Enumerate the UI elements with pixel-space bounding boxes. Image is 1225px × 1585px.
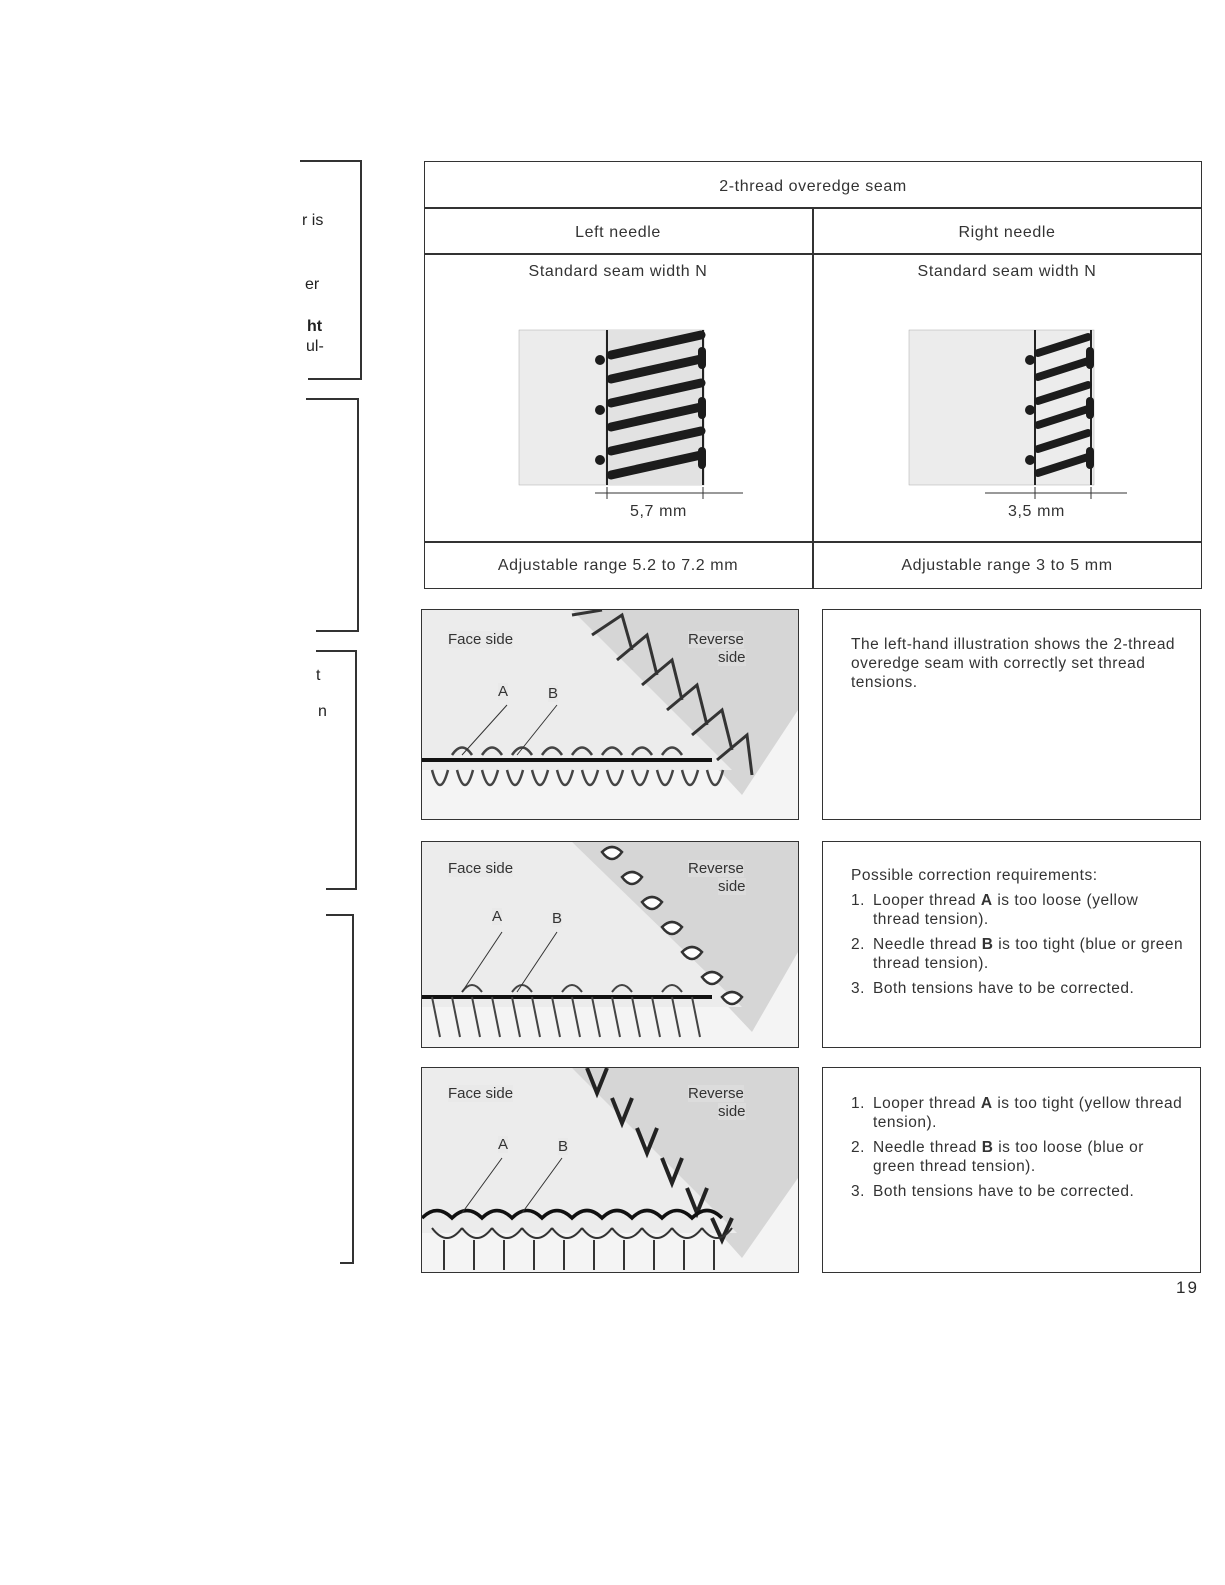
list-item: 2. Needle thread B is too loose (blue or green thread tension). — [851, 1139, 1144, 1175]
right-needle-stitch-illustration — [905, 325, 1135, 515]
face-side-label: Face side — [448, 631, 514, 648]
left-needle-heading: Left needle — [575, 224, 661, 241]
reverse-side-label: Reverse — [688, 860, 744, 877]
left-needle-stitch-illustration — [515, 325, 745, 515]
page-number: 19 — [1176, 1278, 1199, 1297]
margin-frame-line — [326, 888, 356, 890]
table-title: 2-thread overedge seam — [719, 178, 907, 195]
margin-frame-line — [357, 398, 359, 632]
margin-fragment: n — [318, 703, 327, 720]
correction-panel-body — [851, 866, 1186, 1004]
right-measure-label: 3,5 mm — [1008, 503, 1065, 520]
correction-list — [851, 891, 1186, 998]
face-side-label: Face side — [448, 860, 514, 877]
margin-fragment: er — [305, 276, 320, 293]
list-item: 2. Needle thread B is too tight (blue or green thread tension). — [851, 936, 1184, 972]
reverse-side-label: side — [718, 878, 746, 895]
thread-b-label: B — [548, 685, 559, 702]
margin-frame-line — [300, 160, 362, 162]
right-needle-heading: Right needle — [958, 224, 1056, 241]
reverse-side-label: Reverse — [688, 631, 744, 648]
seam-illustration-looper-tight — [421, 1067, 799, 1273]
margin-fragment: r is — [302, 212, 324, 229]
seam-illustration-looper-loose — [421, 841, 799, 1048]
left-standard-width: Standard seam width N — [528, 263, 708, 280]
margin-frame-line — [355, 650, 357, 890]
margin-frame-line — [308, 378, 362, 380]
list-item: 1. Looper thread A is too tight (yellow thread tension). — [851, 1095, 1183, 1131]
margin-fragment: t — [316, 667, 321, 684]
correction-heading: Possible correction requirements: — [851, 867, 1098, 884]
thread-a-label: A — [498, 683, 509, 700]
list-item: 1. Looper thread A is too loose (yellow thread tension). — [851, 892, 1139, 928]
face-side-label: Face side — [448, 1085, 514, 1102]
margin-fragment: ul- — [306, 338, 324, 355]
margin-frame-line — [316, 630, 358, 632]
text-panel-correct — [822, 609, 1201, 820]
left-adjustable-range: Adjustable range 5.2 to 7.2 mm — [497, 557, 739, 574]
reverse-side-label: side — [718, 649, 746, 666]
margin-frame-line — [352, 914, 354, 1264]
thread-a-label: A — [492, 908, 503, 925]
margin-frame-line — [326, 914, 354, 916]
margin-frame-line — [340, 1262, 354, 1264]
thread-a-label: A — [498, 1136, 509, 1153]
list-item: 3. Both tensions have to be corrected. — [851, 980, 1135, 997]
seam-illustration-correct — [421, 609, 799, 820]
margin-frame-line — [316, 650, 356, 652]
right-standard-width: Standard seam width N — [917, 263, 1097, 280]
list-item: 3. Both tensions have to be corrected. — [851, 1183, 1135, 1200]
correction-panel-body — [851, 1094, 1186, 1207]
left-measure-label: 5,7 mm — [630, 503, 687, 520]
thread-b-label: B — [552, 910, 563, 927]
reverse-side-label: side — [718, 1103, 746, 1120]
correction-list — [851, 1094, 1186, 1201]
correct-tension-description: The left-hand illustration shows the 2-thread overedge seam with correctly set thread tensions. — [851, 636, 1176, 691]
margin-frame-line — [306, 398, 358, 400]
margin-frame-line — [360, 160, 362, 380]
right-adjustable-range: Adjustable range 3 to 5 mm — [901, 557, 1113, 574]
margin-fragment: ht — [307, 318, 323, 335]
thread-b-label: B — [558, 1138, 569, 1155]
text-panel-looper-loose — [822, 841, 1201, 1048]
text-panel-looper-tight — [822, 1067, 1201, 1273]
reverse-side-label: Reverse — [688, 1085, 744, 1102]
